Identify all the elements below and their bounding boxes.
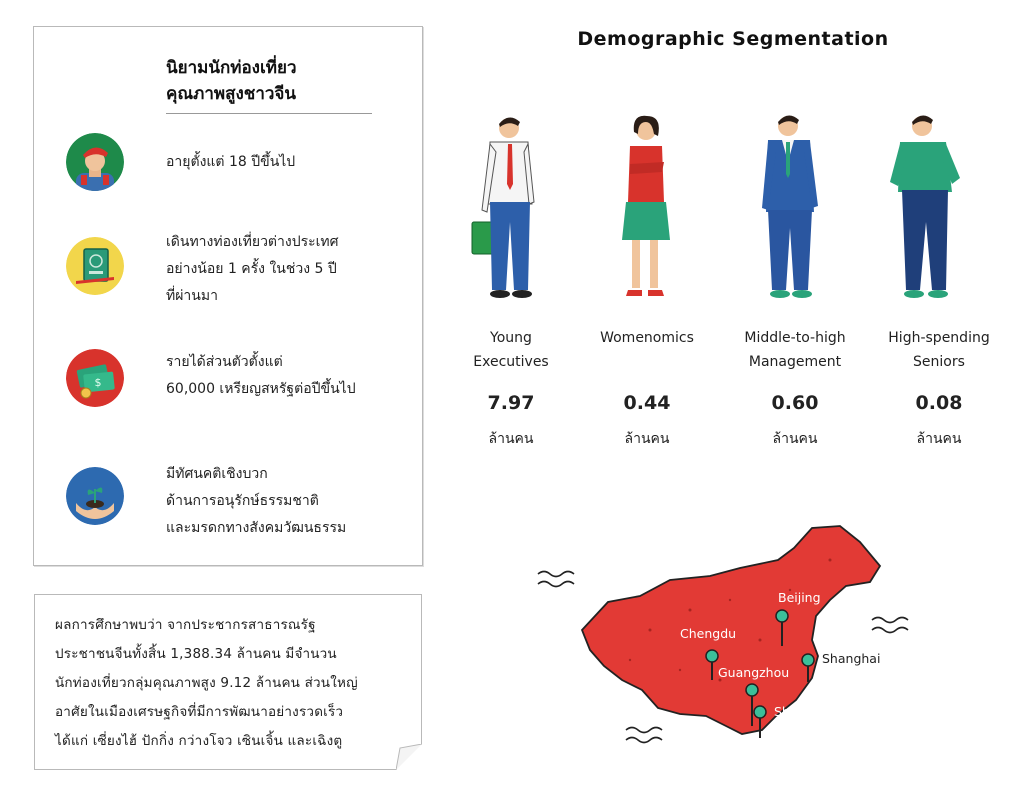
city-label-guangzhou: Guangzhou [718,665,790,680]
note-line1: ผลการศึกษาพบว่า จากประชากรสาธารณรัฐ [55,617,316,633]
criteria-travel-line3: ที่ผ่านมา [166,288,218,304]
criteria-travel-line1: เดินทางท่องเที่ยวต่างประเทศ [166,234,339,250]
money-icon [66,349,124,407]
card-title [166,55,376,107]
criteria-attitude-line3: และมรดกทางสังคมวัฒนธรรม [166,520,347,536]
criteria-travel-line2: อย่างน้อย 1 ครั้ง ในช่วง 5 ปี [166,261,337,277]
segment-unit: ล้านคน [916,431,962,447]
criteria-attitude-line1: มีทัศนคติเชิงบวก [166,466,268,482]
city-label-chengdu: Chengdu [680,626,737,641]
segment-label-line1: Middle-to-high [744,330,846,346]
senior-figure [866,112,1016,302]
young-executive-figure [442,112,592,302]
segment-value: 7.97 [487,392,535,414]
china-map [530,520,920,770]
tourist-definition-card [33,26,423,566]
segment-young-executives [436,326,586,374]
passport-icon [66,237,124,295]
womenomics-figure [572,112,722,302]
segment-value: 0.08 [915,392,963,414]
note-line4: อาศัยในเมืองเศรษฐกิจที่มีการพัฒนาอย่างรวดเร็ว [55,704,344,720]
criteria-income-line1: รายได้ส่วนตัวตั้งแต่ [166,354,283,370]
city-label-beijing: Beijing [778,590,821,605]
card-title-line2: คุณภาพสูงชาวจีน [166,84,296,104]
segment-seniors [864,326,1014,374]
management-figure [722,112,872,302]
segment-unit: ล้านคน [488,431,534,447]
criteria-age [66,133,406,193]
title-divider [166,113,372,114]
note-line2: ประชาชนจีนทั้งสิ้น 1,388.34 ล้านคน มีจำนวน [55,646,337,662]
criteria-income [66,349,406,409]
criteria-travel [66,233,406,323]
folded-corner-icon [396,744,422,770]
segment-unit: ล้านคน [624,431,670,447]
city-label-shanghai: Shanghai [822,651,881,666]
note-line3: นักท่องเที่ยวกลุ่มคุณภาพสูง 9.12 ล้านคน ส่วนใหญ่ [55,675,358,691]
segment-label-line1: Womenomics [600,330,694,346]
criteria-income-line2: 60,000 เหรียญสหรัฐต่อปีขึ้นไป [166,381,356,397]
segmentation-title: Demographic Segmentation [577,28,889,50]
criteria-attitude [66,467,406,557]
segment-label-line2: Seniors [913,354,965,370]
segment-womenomics [572,326,722,350]
criteria-age-line1: อายุตั้งแต่ 18 ปีขึ้นไป [166,154,296,170]
segment-label-line2: Management [748,354,842,370]
segment-label-line1: Young [490,330,532,346]
city-label-shenzhen: Shenzhen [774,704,836,719]
segment-label-line2: Executives [473,354,549,370]
card-title-line1: นิยามนักท่องเที่ยว [166,58,297,78]
segment-label-line1: High-spending [888,330,990,346]
segment-management [720,326,870,374]
study-summary-note [34,594,422,770]
person-icon [66,133,124,191]
svg-text:$: $ [94,376,102,389]
china-map-shape [530,520,920,770]
segment-value: 0.60 [771,392,819,414]
note-line5: ได้แก่ เซี่ยงไฮ้ ปักกิ่ง กว่างโจว เซินเจิ้น และเฉิงตู [55,733,343,749]
plant-hands-icon [66,467,124,525]
segment-unit: ล้านคน [772,431,818,447]
criteria-attitude-line2: ด้านการอนุรักษ์ธรรมชาติ [166,493,319,509]
segment-value: 0.44 [623,392,671,414]
